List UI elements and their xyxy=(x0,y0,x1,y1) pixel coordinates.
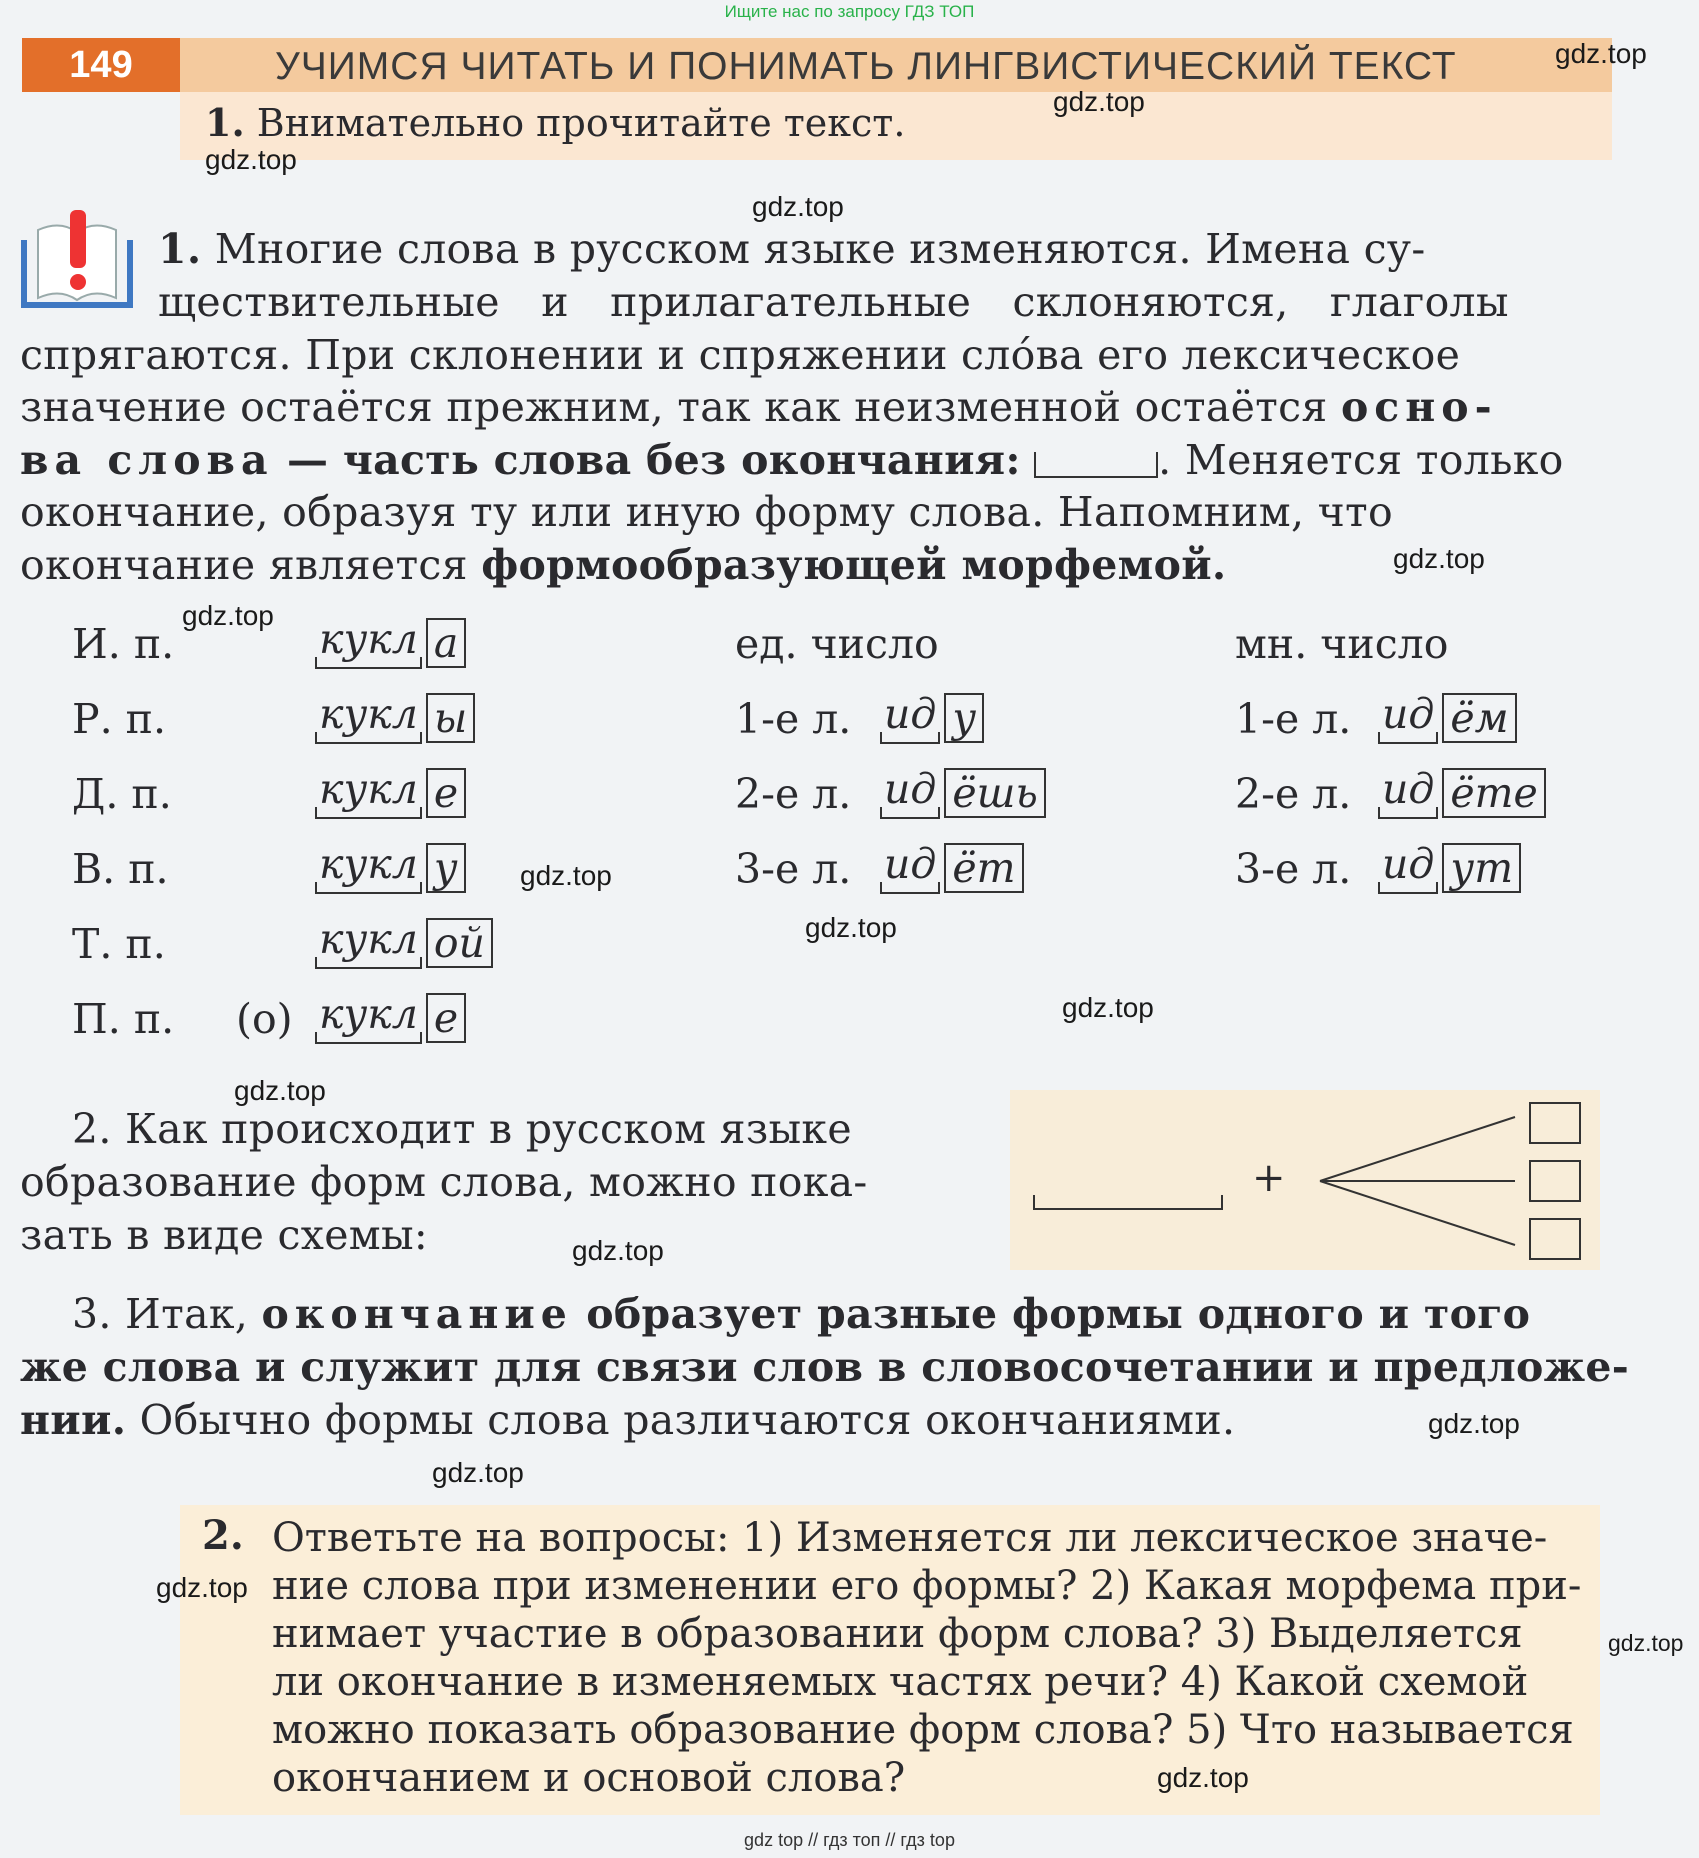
person-label: 3-е л. xyxy=(735,845,852,893)
exclamation-book-icon xyxy=(20,210,135,310)
watermark: gdz.top xyxy=(432,1457,524,1488)
person-label: 3-е л. xyxy=(1235,845,1352,893)
word-stem: кукл xyxy=(315,690,422,738)
point-3-line-1 xyxy=(72,1290,1530,1338)
verb-form xyxy=(880,840,1024,893)
watermark: gdz.top xyxy=(234,1075,326,1106)
verb-form xyxy=(1378,765,1546,818)
word-stem: кукл xyxy=(315,765,422,813)
point-3-text: 3. Итак, xyxy=(72,1290,249,1338)
rule-text: . Меняется только xyxy=(1158,436,1564,484)
point-2-line-2: образование форм слова, можно пока- xyxy=(20,1158,868,1206)
rule-line-7 xyxy=(20,541,1227,589)
rule-text: Многие слова в русском языке изменяются. Имена су- xyxy=(214,225,1426,273)
scheme-ending-box xyxy=(1530,1161,1580,1201)
rule-line-2: ществительные и прилагательные склоняются, глаголы xyxy=(158,278,1509,326)
scheme-ending-box xyxy=(1530,1219,1580,1259)
word-ending: а xyxy=(426,618,466,668)
case-label: И. п. xyxy=(72,620,175,668)
rule-line-1 xyxy=(158,225,1425,273)
stem-symbol-icon xyxy=(1034,452,1158,478)
word-ending: у xyxy=(426,843,466,893)
rule-text: значение остаётся прежним, так как неизменной остаётся xyxy=(20,383,1328,431)
verb-stem: ид xyxy=(880,840,940,888)
term-definition: — часть слова без окончания: xyxy=(286,436,1021,484)
task-2-line: Ответьте на вопросы: 1) Изменяется ли лексическое значе- xyxy=(272,1515,1548,1561)
task-1-text: Внимательно прочитайте текст. xyxy=(256,101,906,145)
word-ending: е xyxy=(426,768,466,818)
page-number: 149 xyxy=(22,38,180,92)
case-label: Т. п. xyxy=(72,920,166,968)
word-form xyxy=(315,615,466,668)
rule-text: окончание является xyxy=(20,541,468,589)
word-stem: кукл xyxy=(315,990,422,1038)
watermark: gdz.top xyxy=(1555,38,1647,69)
person-label: 2-е л. xyxy=(1235,770,1352,818)
term-stem: ва слова xyxy=(20,436,274,484)
search-hint: Ищите нас по запросу ГДЗ ТОП xyxy=(724,2,975,21)
scheme-branch-lines xyxy=(1320,1117,1515,1245)
watermark: gdz.top xyxy=(1157,1762,1249,1793)
task-2-number: 2. xyxy=(202,1512,244,1559)
watermark: gdz.top xyxy=(752,191,844,222)
task-2-line: ли окончание в изменяемых частях речи? 4) Какой схемой xyxy=(272,1659,1529,1705)
task-2-line: можно показать образование форм слова? 5) Что называется xyxy=(272,1707,1574,1753)
word-ending: ой xyxy=(426,918,493,968)
watermark: gdz.top xyxy=(520,860,612,891)
term-ending: окончание xyxy=(261,1290,573,1338)
case-label: Д. п. xyxy=(72,770,172,818)
word-form xyxy=(315,765,466,818)
verb-form xyxy=(1378,690,1517,743)
word-ending: е xyxy=(426,993,466,1043)
point-3-line-2: же слова и служит для связи слов в словосочетании и предложе- xyxy=(20,1343,1630,1391)
footer: gdz top // гдз топ // гдз top xyxy=(744,1830,955,1850)
scheme-ending-box xyxy=(1530,1103,1580,1143)
word-stem: кукл xyxy=(315,840,422,888)
person-label: 1-е л. xyxy=(1235,695,1352,743)
word-form-scheme xyxy=(1030,1095,1600,1270)
word-form xyxy=(315,690,475,743)
verb-form xyxy=(1378,840,1521,893)
scheme-plus: + xyxy=(1252,1155,1286,1201)
word-form xyxy=(315,840,466,893)
verb-ending: ёте xyxy=(1442,768,1545,818)
preposition: (о) xyxy=(236,995,293,1043)
watermark: gdz.top xyxy=(1428,1408,1520,1439)
verb-stem: ид xyxy=(1378,765,1438,813)
rule-line-6: окончание, образуя ту или иную форму слова. Напомним, что xyxy=(20,488,1394,536)
term-ending: формообразующей морфемой. xyxy=(481,541,1227,589)
singular-header: ед. число xyxy=(735,620,939,668)
person-label: 2-е л. xyxy=(735,770,852,818)
verb-ending: у xyxy=(944,693,984,743)
verb-form xyxy=(880,765,1046,818)
word-stem: кукл xyxy=(315,615,422,663)
verb-stem: ид xyxy=(880,765,940,813)
task-2-line: ние слова при изменении его формы? 2) Какая морфема при- xyxy=(272,1563,1582,1609)
watermark: gdz.top xyxy=(572,1235,664,1266)
term-stem: осно- xyxy=(1340,383,1498,431)
watermark: gdz.top xyxy=(205,144,297,175)
watermark: gdz.top xyxy=(805,912,897,943)
task-1-number: 1. xyxy=(205,100,245,145)
word-form xyxy=(315,915,493,968)
rule-line-3: спрягаются. При склонении и спряжении сло́ва его лексическое xyxy=(20,331,1461,379)
person-label: 1-е л. xyxy=(735,695,852,743)
rule-number: 1. xyxy=(158,225,202,273)
point-2-line-3: зать в виде схемы: xyxy=(20,1211,428,1259)
watermark: gdz.top xyxy=(182,600,274,631)
task-1 xyxy=(205,100,905,145)
word-form xyxy=(315,990,466,1043)
word-stem: кукл xyxy=(315,915,422,963)
verb-ending: ут xyxy=(1442,843,1521,893)
watermark: gdz.top xyxy=(1608,1630,1684,1656)
verb-stem: ид xyxy=(1378,840,1438,888)
case-label: Р. п. xyxy=(72,695,167,743)
plural-header: мн. число xyxy=(1235,620,1449,668)
verb-form xyxy=(880,690,984,743)
watermark: gdz.top xyxy=(1053,86,1145,117)
verb-stem: ид xyxy=(880,690,940,738)
verb-ending: ёшь xyxy=(944,768,1045,818)
task-2-line: окончанием и основой слова? xyxy=(272,1755,906,1801)
case-label: В. п. xyxy=(72,845,169,893)
point-3-text: нии. xyxy=(20,1396,127,1444)
verb-ending: ём xyxy=(1442,693,1516,743)
watermark: gdz.top xyxy=(1393,543,1485,574)
point-2-line-1: 2. Как происходит в русском языке xyxy=(72,1105,852,1153)
point-3-text: образует разные формы одного и того xyxy=(586,1290,1531,1338)
task-2-line: нимает участие в образовании форм слова? 3) Выделяется xyxy=(272,1611,1523,1657)
scheme-stem-symbol xyxy=(1034,1195,1222,1209)
rule-line-4 xyxy=(20,383,1498,431)
verb-ending: ёт xyxy=(944,843,1023,893)
word-ending: ы xyxy=(426,693,475,743)
verb-stem: ид xyxy=(1378,690,1438,738)
watermark: gdz.top xyxy=(1062,992,1154,1023)
section-title: УЧИМСЯ ЧИТАТЬ И ПОНИМАТЬ ЛИНГВИСТИЧЕСКИЙ ТЕКСТ xyxy=(275,45,1457,88)
case-label: П. п. xyxy=(72,995,175,1043)
watermark: gdz.top xyxy=(156,1572,248,1603)
point-3-text: Обычно формы слова различаются окончаниями. xyxy=(139,1396,1236,1444)
rule-line-5 xyxy=(20,436,1564,484)
point-3-line-3 xyxy=(20,1396,1235,1444)
